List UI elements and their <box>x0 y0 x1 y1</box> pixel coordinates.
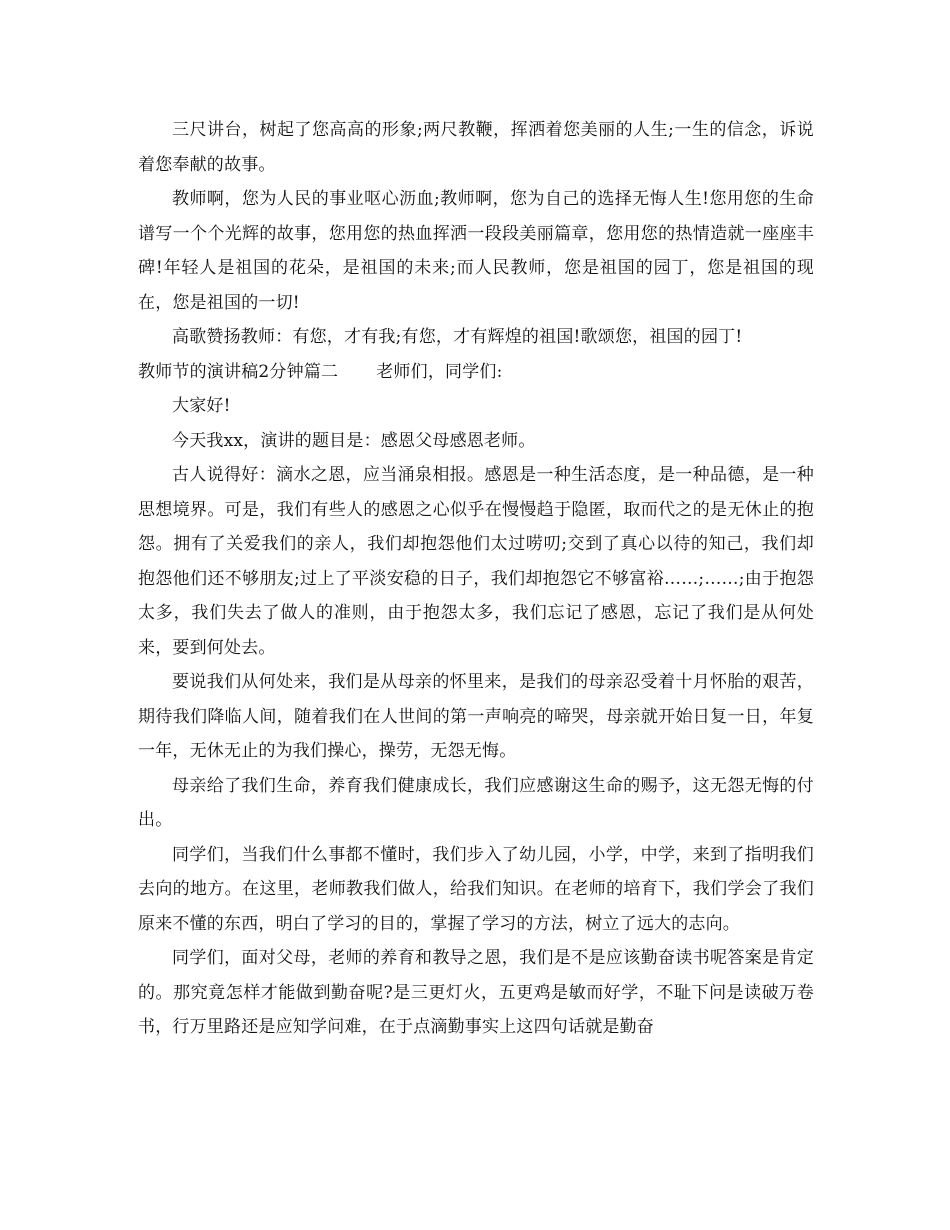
paragraph: 要说我们从何处来，我们是从母亲的怀里来，是我们的母亲忍受着十月怀胎的艰苦，期待我们降临人间，随着我们在人世间的第一声响亮的啼哭，母亲就开始日复一日，年复一年，无休无止的为我们操心，操劳，无怨无悔。 <box>138 672 814 761</box>
document-body <box>138 113 814 1045</box>
section-heading-line <box>138 355 814 390</box>
paragraph: 大家好! <box>172 396 231 416</box>
section-opening: 老师们，同学们: <box>376 361 503 382</box>
paragraph: 同学们，当我们什么事都不懂时，我们步入了幼儿园，小学，中学，来到了指明我们去向的地方。在这里，老师教我们做人，给我们知识。在老师的培育下，我们学会了我们原来不懂的东西，明白了学习的目的，掌握了学习的方法，树立了远大的志向。 <box>138 844 814 934</box>
paragraph: 高歌赞扬教师：有您，才有我;有您，才有辉煌的祖国!歌颂您，祖国的园丁! <box>172 327 743 347</box>
section-title: 教师节的演讲稿2分钟篇二 <box>138 361 339 382</box>
paragraph: 古人说得好：滴水之恩，应当涌泉相报。感恩是一种生活态度，是一种品德，是一种思想境界。可是，我们有些人的感恩之心似乎在慢慢趋于隐匿，取而代之的是无休止的抱怨。拥有了关爱我们的亲人，我们却抱怨他们太过唠叨;交到了真心以待的知己，我们却抱怨他们还不够朋友;过上了平淡安稳的日子，我们却抱怨它不够富裕……;……;由于抱怨太多，我们失去了做人的准则，由于抱怨太多，我们忘记了感恩，忘记了我们是从何处来，要到何处去。 <box>138 465 814 658</box>
paragraph: 教师啊，您为人民的事业呕心沥血;教师啊，您为自己的选择无悔人生!您用您的生命谱写一个个光辉的故事，您用您的热血挥洒一段段美丽篇章，您用您的热情造就一座座丰碑!年轻人是祖国的花朵，是祖国的未来;而人民教师，您是祖国的园丁，您是祖国的现在，您是祖国的一切! <box>138 189 814 313</box>
paragraph: 母亲给了我们生命，养育我们健康成长，我们应感谢这生命的赐予，这无怨无悔的付出。 <box>138 775 814 830</box>
paragraph: 三尺讲台，树起了您高高的形象;两尺教鞭，挥洒着您美丽的人生;一生的信念，诉说着您奉献的故事。 <box>138 120 814 175</box>
paragraph: 今天我xx，演讲的题目是：感恩父母感恩老师。 <box>172 430 536 451</box>
paragraph: 同学们，面对父母，老师的养育和教导之恩，我们是不是应该勤奋读书呢答案是肯定的。那究竟怎样才能做到勤奋呢?是三更灯火，五更鸡是敏而好学，不耻下问是读破万卷书，行万里路还是应知学问难，在于点滴勤事实上这四句话就是勤奋 <box>138 948 814 1037</box>
